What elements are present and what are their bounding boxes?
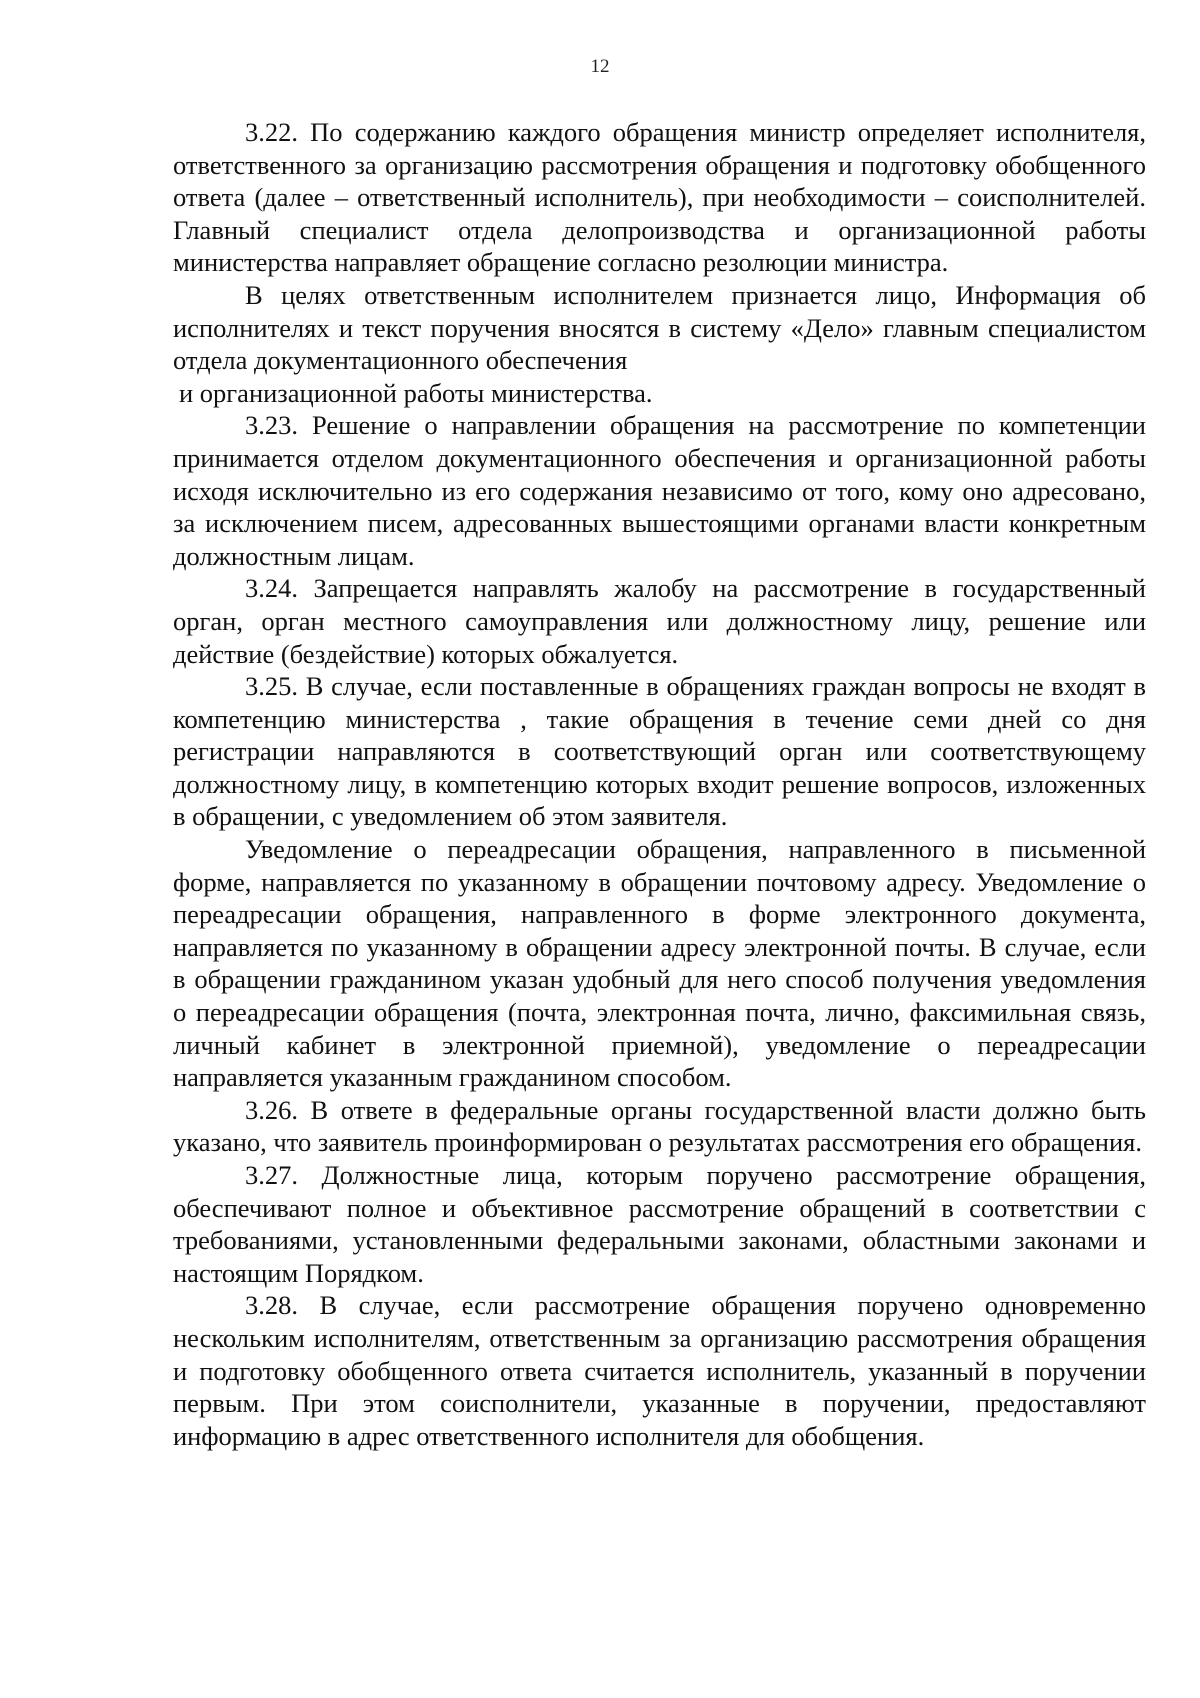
paragraph-3-27: 3.27. Должностные лица, которым поручено рассмотрение обращения, обеспечивают полное и объективное рассмотрение обращений в соответствии с требованиями, установленными федеральными законами, областными законами и настоящим Порядком.: [173, 1160, 1146, 1288]
paragraph-redirect-notice: Уведомление о переадресации обращения, направленного в письменной форме, направляется по указанному в обращении почтовому адресу. Уведомление о переадресации обращения, направленного в форме электронного документа, направляется по указанному в обращении адресу электронной почты. В случае, если в обращении гражданином указан удобный для него способ получения уведомления о переадресации обращения (почта, электронная почта, лично, факсимильная связь, личный кабинет в электронной приемной), уведомление о переадресации направляется указанным гражданином способом.: [173, 834, 1146, 1093]
paragraph-3-25: 3.25. В случае, если поставленные в обращениях граждан вопросы не входят в компетенцию министерства , такие обращения в течение семи дней со дня регистрации направляются в соответствующий орган или соответствующему должностному лицу, в компетенцию которых входит решение вопросов, изложенных в обращении, с уведомлением об этом заявителя.: [173, 671, 1146, 832]
paragraph-3-23: 3.23. Решение о направлении обращения на рассмотрение по компетенции принимается отделом документационного обеспечения и организационной работы исходя исключительно из его содержания независимо от того, кому оно адресовано, за исключением писем, адресованных вышестоящими органами власти конкретным должностным лицам.: [173, 410, 1146, 571]
paragraph-continuation: и организационной работы министерства.: [179, 377, 653, 408]
paragraph-3-26: 3.26. В ответе в федеральные органы государственной власти должно быть указано, что заявитель проинформирован о результатах рассмотрения его обращения.: [173, 1094, 1146, 1158]
paragraph-3-24: 3.24. Запрещается направлять жалобу на рассмотрение в государственный орган, орган местного самоуправления или должностному лицу, решение или действие (бездействие) которых обжалуется.: [173, 573, 1146, 669]
document-body: [173, 116, 1146, 1452]
paragraph-responsible-executor: В целях ответственным исполнителем признается лицо, Информация об исполнителях и текст поручения вносятся в систему «Дело» главным специалистом отдела документационного обеспечения: [173, 279, 1146, 376]
paragraph-3-28: 3.28. В случае, если рассмотрение обращения поручено одновременно нескольким исполнителям, ответственным за организацию рассмотрения обращения и подготовку обобщенного ответа считается исполнитель, указанный в поручении первым. При этом соисполнители, указанные в поручении, предоставляют информацию в адрес ответственного исполнителя для обобщения.: [173, 1290, 1146, 1451]
page-number: 12: [590, 56, 610, 77]
paragraph-3-22: 3.22. По содержанию каждого обращения министр определяет исполнителя, ответственного за организацию рассмотрения обращения и подготовку обобщенного ответа (далее – ответственный исполнитель), при необходимости – соисполнителей. Главный специалист отдела делопроизводства и организационной работы министерства направляет обращение согласно резолюции министра.: [173, 117, 1146, 278]
